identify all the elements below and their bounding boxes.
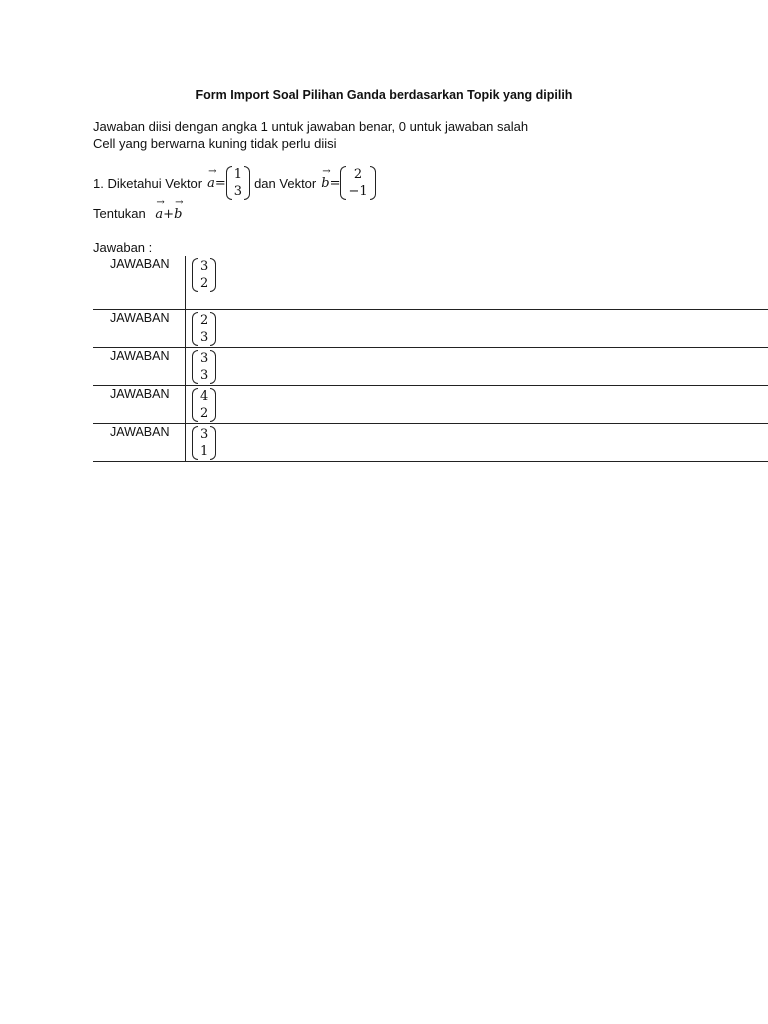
answer-heading: Jawaban : [93, 240, 153, 255]
vector-arrow-icon: → [208, 165, 217, 177]
answer-matrix: 3 2 [192, 258, 216, 292]
form-title: Form Import Soal Pilihan Ganda berdasarkan Topik yang dipilih [195, 88, 573, 102]
task-expression: → a+ → b [155, 197, 184, 222]
instruction-line-2: Cell yang berwarna kuning tidak perlu diisi [93, 136, 337, 151]
answer-row [93, 386, 768, 424]
task-line [93, 197, 184, 222]
answer-row [93, 424, 768, 462]
question-prefix: 1. Diketahui Vektor [93, 175, 203, 191]
vector-a-matrix: 1 3 [226, 166, 250, 200]
answer-table [93, 256, 768, 462]
answer-label: JAWABAN [110, 425, 170, 439]
answer-cell[interactable] [185, 310, 216, 348]
vector-b-matrix: 2 −1 [340, 166, 375, 200]
answer-label: JAWABAN [110, 311, 170, 325]
vector-b-symbol: → b= [321, 165, 341, 191]
vector-arrow-icon: → [175, 197, 184, 208]
answer-label: JAWABAN [110, 257, 170, 271]
answer-label: JAWABAN [110, 349, 170, 363]
question-middle: dan Vektor [254, 175, 317, 191]
answer-row [93, 256, 768, 310]
answer-matrix: 2 3 [192, 312, 216, 346]
task-prefix: Tentukan [93, 206, 146, 221]
answer-cell[interactable] [185, 386, 216, 424]
answer-matrix: 3 1 [192, 426, 216, 460]
vector-a-symbol: → a= [207, 165, 226, 191]
vector-arrow-icon: → [156, 197, 165, 208]
answer-matrix: 4 2 [192, 388, 216, 422]
answer-cell[interactable] [185, 256, 216, 310]
answer-row [93, 348, 768, 386]
question-line [93, 166, 376, 200]
answer-cell[interactable] [185, 348, 216, 386]
vector-arrow-icon: → [322, 165, 331, 177]
answer-cell[interactable] [185, 424, 216, 462]
answer-label: JAWABAN [110, 387, 170, 401]
answer-matrix: 3 3 [192, 350, 216, 384]
answer-row [93, 310, 768, 348]
instruction-line-1: Jawaban diisi dengan angka 1 untuk jawaban benar, 0 untuk jawaban salah [93, 119, 529, 134]
